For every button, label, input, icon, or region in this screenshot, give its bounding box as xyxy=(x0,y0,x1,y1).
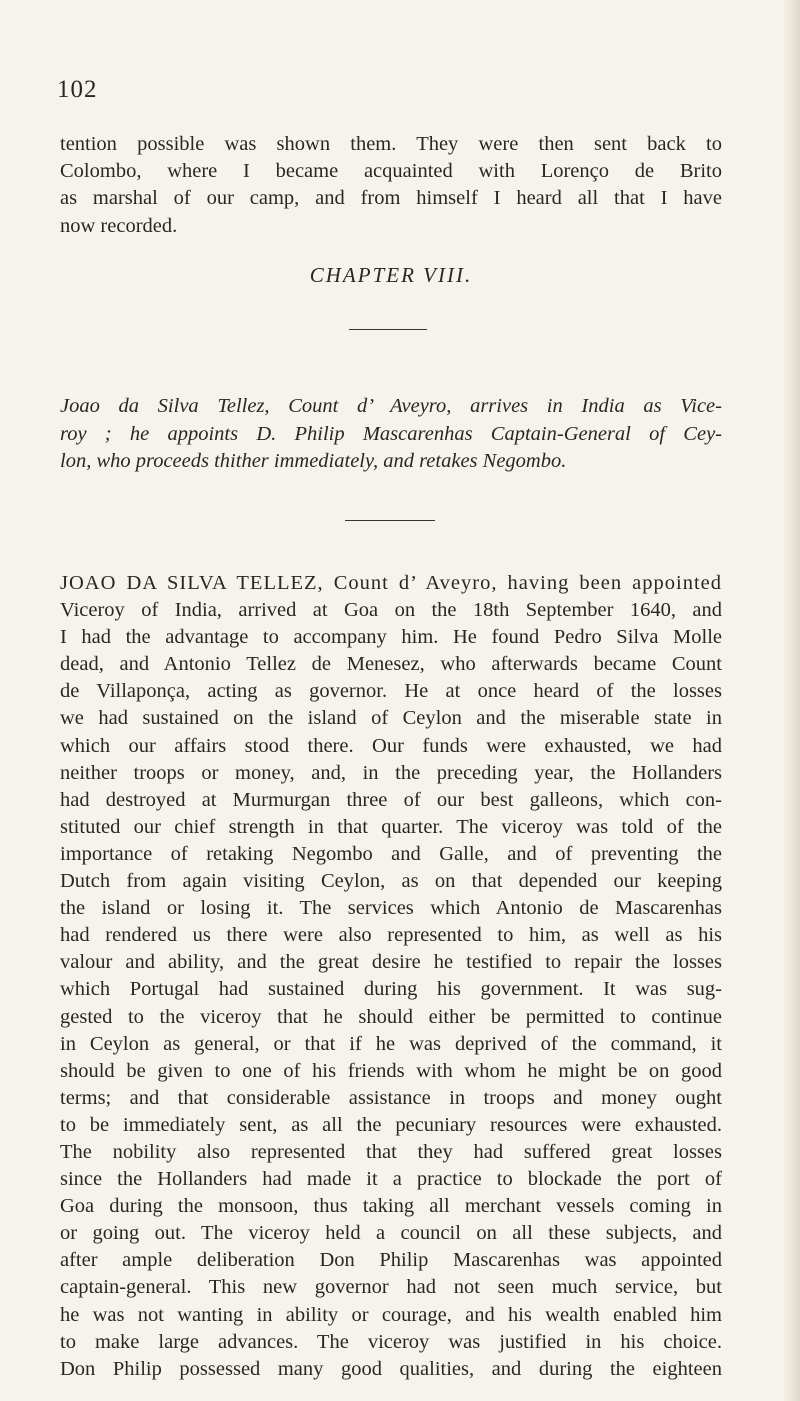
summary-line: roy ; he appoints D. Philip Mascarenhas Captain-General of Cey- xyxy=(60,422,722,445)
page-edge xyxy=(784,0,800,1401)
divider-rule xyxy=(349,329,427,330)
chapter-heading: CHAPTER VIII. xyxy=(309,263,473,287)
divider-rule xyxy=(345,520,435,521)
text-line: he was not wanting in ability or courage, and his wealth enabled him xyxy=(60,1303,722,1326)
text-line: now recorded. xyxy=(60,214,178,237)
text-line: tention possible was shown them. They were then sent back to xyxy=(60,133,722,155)
text-line: we had sustained on the island of Ceylon and the miserable state in xyxy=(60,707,722,730)
text-line: since the Hollanders had made it a practice to blockade the port of xyxy=(60,1168,722,1191)
page-number: 102 xyxy=(57,76,98,103)
text-line: Goa during the monsoon, thus taking all merchant vessels coming in xyxy=(60,1195,722,1218)
text-line: to make large advances. The viceroy was justified in his choice. xyxy=(60,1330,722,1353)
text-line: I had the advantage to accompany him. He found Pedro Silva Molle xyxy=(60,626,722,649)
text-line: in Ceylon as general, or that if he was deprived of the command, it xyxy=(60,1032,722,1055)
body-paragraph xyxy=(60,570,722,1383)
text-line: should be given to one of his friends with whom he might be on good xyxy=(60,1059,722,1082)
text-line: valour and ability, and the great desire he testified to repair the losses xyxy=(60,951,722,974)
text-line: or going out. The viceroy held a council on all these subjects, and xyxy=(60,1222,722,1245)
summary-line: lon, who proceeds thither immediately, and retakes Negombo. xyxy=(60,450,567,472)
text-line: which our affairs stood there. Our funds were exhausted, we had xyxy=(60,734,722,757)
text-line: de Villaponça, acting as governor. He at once heard of the losses xyxy=(60,680,722,703)
text-line: terms; and that considerable assistance in troops and money ought xyxy=(60,1086,722,1109)
intro-paragraph xyxy=(60,131,722,240)
text-line: gested to the viceroy that he should either be permitted to continue xyxy=(60,1005,722,1028)
text-line: Viceroy of India, arrived at Goa on the 18th September 1640, and xyxy=(60,599,722,622)
chapter-summary xyxy=(60,393,722,476)
text-line: Don Philip possessed many good qualities, and during the eighteen xyxy=(60,1357,722,1380)
text-line: importance of retaking Negombo and Galle, and of preventing the xyxy=(60,842,722,865)
text-line: the island or losing it. The services which Antonio de Mascarenhas xyxy=(60,897,722,920)
text-line: JOAO DA SILVA TELLEZ, Count d’ Aveyro, having been appointed xyxy=(60,572,722,594)
text-line: dead, and Antonio Tellez de Menesez, who afterwards became Count xyxy=(60,653,722,676)
text-line: The nobility also represented that they had suffered great losses xyxy=(60,1140,722,1163)
text-line: had destroyed at Murmurgan three of our best galleons, which con- xyxy=(60,788,722,811)
text-line: Colombo, where I became acquainted with Lorenço de Brito xyxy=(60,160,722,183)
text-line: as marshal of our camp, and from himself I heard all that I have xyxy=(60,187,722,210)
text-line: Dutch from again visiting Ceylon, as on that depended our keeping xyxy=(60,870,722,893)
text-line: to be immediately sent, as all the pecuniary resources were exhausted. xyxy=(60,1113,722,1136)
summary-line: Joao da Silva Tellez, Count d’ Aveyro, arrives in India as Vice- xyxy=(60,395,722,417)
text-line: captain-general. This new governor had not seen much service, but xyxy=(60,1276,722,1299)
text-line: after ample deliberation Don Philip Mascarenhas was appointed xyxy=(60,1249,722,1272)
text-line: stituted our chief strength in that quarter. The viceroy was told of the xyxy=(60,815,722,838)
text-line: had rendered us there were also represented to him, as well as his xyxy=(60,924,722,947)
text-line: which Portugal had sustained during his government. It was sug- xyxy=(60,978,722,1001)
text-line: neither troops or money, and, in the preceding year, the Hollanders xyxy=(60,761,722,784)
